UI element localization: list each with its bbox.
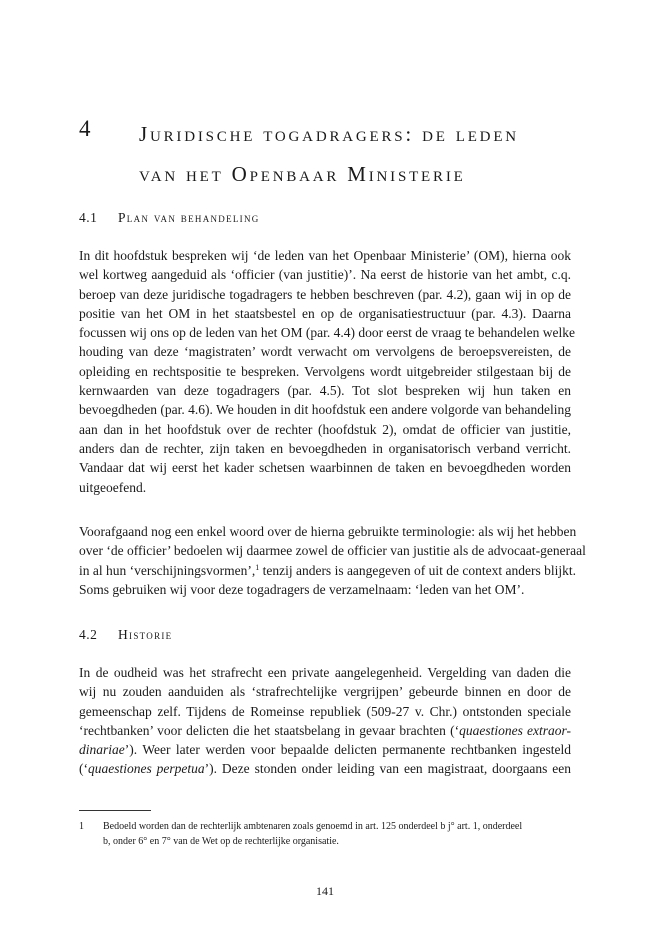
text-fragment: in al hun ‘verschijningsvormen’, bbox=[79, 562, 256, 578]
text-line: Vandaar dat wij eerst het kader schetsen waarbinnen de taken en bevoegdheden worden bbox=[79, 460, 571, 476]
text-line: houding van deze ‘magistraten’ wordt verwacht om vervolgens de beroepsvereisten, de bbox=[79, 344, 571, 360]
text-fragment: ’). Weer later werden voor bepaalde delicten permanente rechtbanken ingesteld bbox=[124, 742, 571, 758]
footnote bbox=[79, 819, 571, 849]
section-title: Historie bbox=[118, 627, 173, 642]
text-fragment: ’). Deze stonden onder leiding van een magistraat, doorgaans een bbox=[204, 761, 572, 777]
text-fragment: ‘rechtbanken’ voor delicten die het staatsbelang in gevaar brachten (‘ bbox=[79, 722, 460, 738]
chapter-number: 4 bbox=[79, 116, 92, 141]
text-line: focussen wij ons op de leden van het OM (par. 4.4) door eerst de vraag te behandelen welke bbox=[79, 325, 575, 341]
text-line: over ‘de officier’ bedoelen wij daarmee zowel de officier van justitie als de advocaat-generaal bbox=[79, 543, 586, 559]
paragraph-historie bbox=[79, 663, 571, 779]
footnote-divider bbox=[79, 810, 151, 811]
section-heading-4-2 bbox=[79, 627, 172, 643]
paragraph-terminology bbox=[79, 522, 586, 599]
footnote-line: Bedoeld worden dan de rechterlijk ambtenaren zoals genoemd in art. 125 onderdeel b j° art. 1, onderdeel bbox=[103, 821, 523, 832]
section-number: 4.1 bbox=[79, 210, 98, 225]
text-fragment: tenzij anders is aangegeven of uit de context anders blijkt. bbox=[259, 562, 576, 578]
footnote-line: b, onder 6° en 7° van de Wet op de rechterlijke organisatie. bbox=[103, 836, 339, 847]
text-line: Voorafgaand nog een enkel woord over de hierna gebruikte terminologie: als wij het hebben bbox=[79, 524, 577, 539]
text-line: aan dan in het hoofdstuk over de rechter (hoofdstuk 2), omdat de officier van justitie, bbox=[79, 421, 571, 437]
text-line: In dit hoofdstuk bespreken wij ‘de leden van het Openbaar Ministerie’ (OM), hierna ook bbox=[79, 248, 571, 263]
text-line: beroep van deze juridische togadragers te hebben beschreven (par. 4.2), gaan wij in op de bbox=[79, 286, 571, 302]
footnote-reference[interactable]: 1 bbox=[255, 562, 260, 572]
text-fragment: (‘ bbox=[79, 761, 88, 777]
section-heading-4-1 bbox=[79, 210, 260, 226]
text-line: positie van het OM in het staatsbestel en op de organisatiestructuur (par. 4.3). Daarna bbox=[79, 305, 571, 321]
text-line bbox=[79, 740, 571, 759]
section-number: 4.2 bbox=[79, 627, 98, 642]
text-line: wel kortweg aangeduid als ‘officier (van justitie)’. Na eerst de historie van het ambt, c.q. bbox=[79, 267, 571, 283]
section-title: Plan van behandeling bbox=[118, 210, 260, 225]
text-line: gemeenschap zelf. Tijdens de Romeinse republiek (509-27 v. Chr.) ontstonden speciale bbox=[79, 703, 571, 719]
text-line bbox=[79, 759, 571, 778]
chapter-title-line-2: van het Openbaar Ministerie bbox=[139, 162, 466, 186]
text-line: Soms gebruiken wij voor deze togadragers de verzamelnaam: ‘leden van het OM’. bbox=[79, 581, 525, 597]
text-line bbox=[79, 721, 571, 740]
paragraph-plan bbox=[79, 246, 575, 497]
text-line: kernwaarden van deze togadragers (par. 4.5). Tot slot bespreken wij hun taken en bbox=[79, 383, 571, 399]
latin-term: quaestiones extraor- bbox=[459, 722, 571, 738]
chapter-title bbox=[139, 114, 609, 194]
footnote-text bbox=[103, 819, 571, 849]
chapter-title-line-1: Juridische togadragers: de leden bbox=[139, 122, 519, 146]
footnote-number: 1 bbox=[79, 821, 84, 832]
text-line: In de oudheid was het strafrecht een private aangelegenheid. Vergelding van daden die bbox=[79, 665, 571, 680]
text-line bbox=[79, 561, 576, 580]
text-line: uitgeoefend. bbox=[79, 479, 147, 495]
text-line: anders dan de rechter, zijn taken en bevoegdheden in organisatorisch verband verricht. bbox=[79, 440, 571, 456]
text-line: bevoegdheden (par. 4.6). We houden in dit hoofdstuk een andere volgorde van behandeling bbox=[79, 402, 571, 418]
latin-term: dinariae bbox=[79, 742, 125, 758]
page-number: 141 bbox=[316, 884, 334, 898]
latin-term: quaestiones perpetua bbox=[88, 761, 205, 777]
text-line: wij nu zouden aanduiden als ‘strafrechtelijke vergrijpen’ gebeurde binnen en door de bbox=[79, 684, 571, 700]
text-line: opleiding en rechtspositie te bespreken. Vervolgens wordt uitgebreider stilgestaan bij de bbox=[79, 363, 571, 379]
